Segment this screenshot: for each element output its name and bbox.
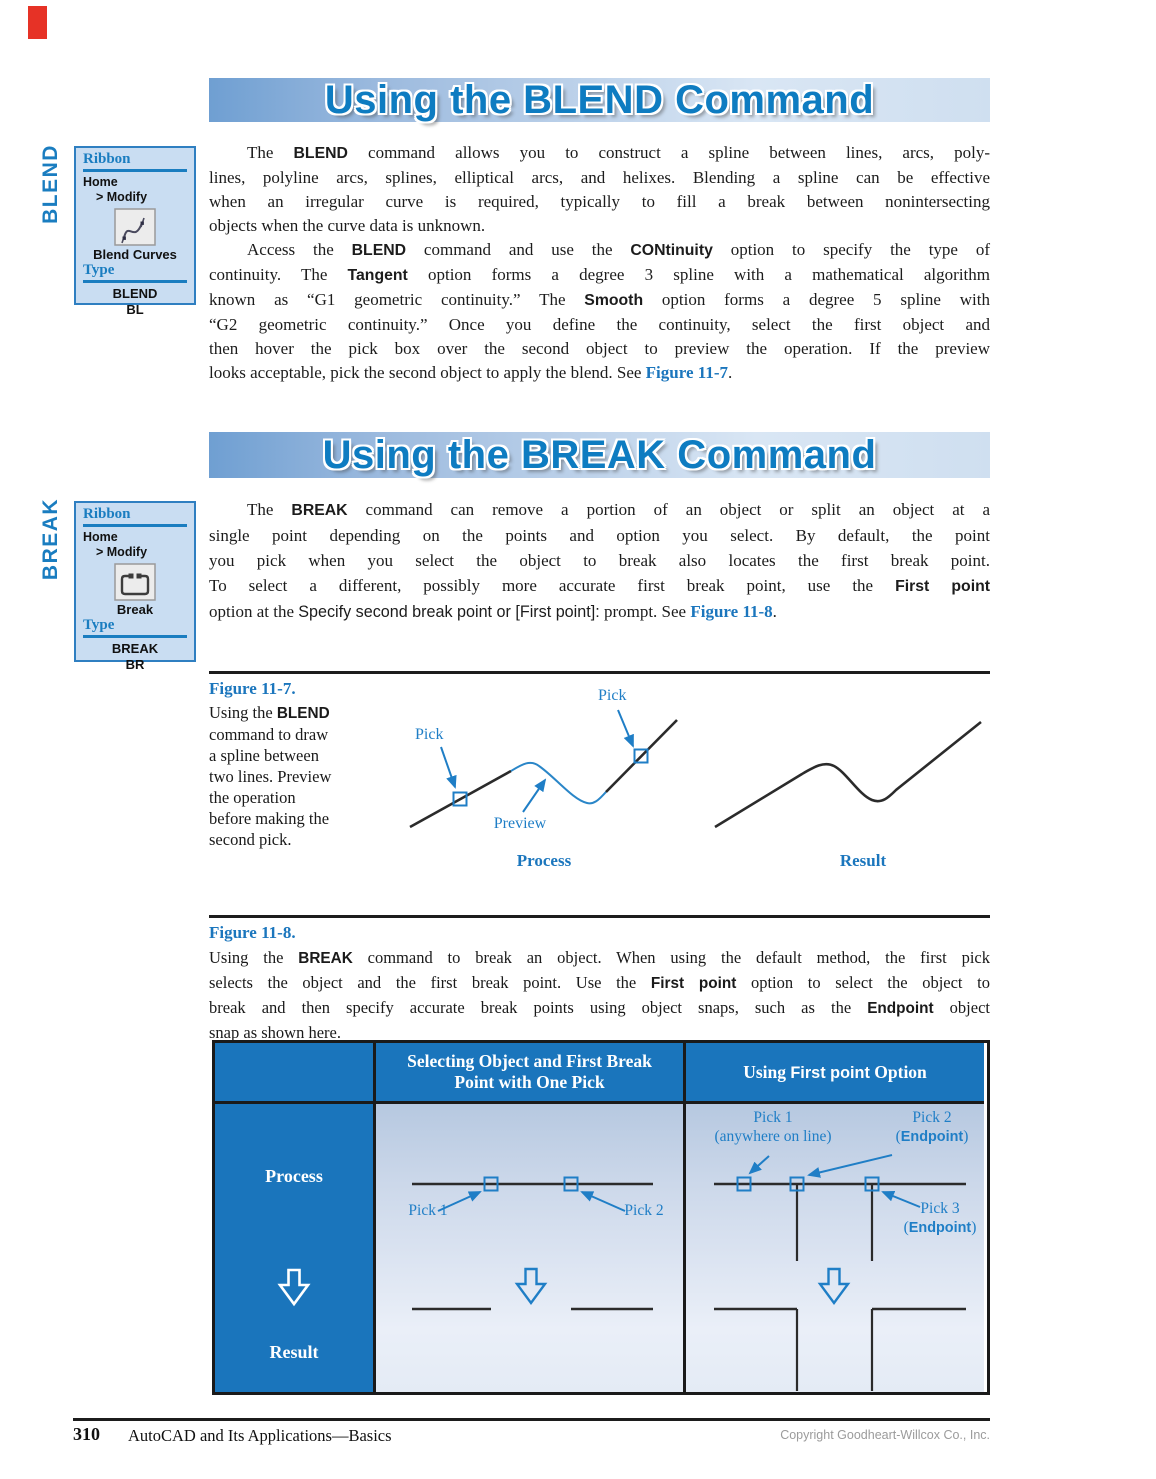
- type-heading: Type: [83, 617, 115, 633]
- table-body-row: [215, 1101, 987, 1392]
- table-header-row: [215, 1043, 987, 1101]
- blend-curves-icon: [114, 208, 156, 246]
- pick3-label-block: [888, 1199, 992, 1238]
- blend-body-text: [209, 141, 990, 385]
- figure7-diagram: [395, 675, 995, 885]
- figure8-table: [212, 1040, 990, 1395]
- table-header-one-pick-text: Selecting Object and First Break Point with One Pick: [407, 1051, 652, 1092]
- ribbon-tab-home: Home: [83, 175, 118, 189]
- command-name: BLEND: [112, 286, 158, 301]
- type-heading: Type: [83, 262, 115, 278]
- footer-rule: [73, 1418, 990, 1421]
- pick1-arrow: [750, 1156, 769, 1173]
- result-label: Result: [839, 851, 887, 870]
- pick-label-2: Pick: [598, 687, 627, 704]
- blend-paragraph-2: Access the BLEND command and use the CONtinuity option to specify the type of continuity. The Tangent option forms a degree 3 spline with a mathematical algorithm known as “G1 geometric continuity.” The Smooth option forms a degree 5 spline with “G2 geometric continuity.” Once you define the continuity, select the first object and then hover the pick box over the second object to preview the operation. If the preview looks acceptable, pick the second object to apply the blend. See Figure 11-7.: [209, 240, 990, 382]
- pick2-arrow: [809, 1155, 892, 1175]
- book-title: AutoCAD and Its Applications—Basics: [128, 1426, 392, 1445]
- pick1-label: Pick 1: [753, 1109, 793, 1126]
- blend-margin-tab: BLEND: [39, 144, 62, 224]
- divider: [83, 635, 187, 638]
- table-label-column: [215, 1101, 373, 1392]
- pick3-sublabel: (Endpoint): [903, 1219, 977, 1236]
- command-name: BREAK: [111, 641, 159, 656]
- command-alias: BR: [125, 657, 145, 672]
- break-margin-tab: BREAK: [39, 497, 62, 581]
- copyright-notice: Copyright Goodheart-Willcox Co., Inc.: [780, 1428, 990, 1442]
- process-row-label: Process: [265, 1166, 323, 1186]
- pick2-label-block: [876, 1108, 988, 1147]
- break-ribbon-access-box: [74, 501, 196, 672]
- divider: [83, 524, 187, 527]
- table-header-one-pick: [373, 1043, 683, 1101]
- first-point-diagram: [686, 1104, 987, 1395]
- ribbon-heading: Ribbon: [83, 506, 131, 522]
- table-header-blank: [215, 1043, 373, 1101]
- pick3-label: Pick 3: [920, 1200, 960, 1217]
- pick-label-1: Pick: [415, 726, 444, 743]
- process-line-2: [606, 720, 677, 792]
- down-arrow-icon: [820, 1269, 848, 1303]
- break-icon: [114, 563, 156, 601]
- pick2-arrow: [618, 710, 633, 746]
- preview-label: Preview: [493, 815, 547, 832]
- ribbon-heading: Ribbon: [83, 151, 131, 167]
- pick2-label: Pick 2: [624, 1202, 664, 1219]
- table-header-first-point: [683, 1043, 984, 1101]
- result-row-label: Result: [269, 1342, 319, 1362]
- red-marker: [28, 6, 47, 39]
- preview-arrow: [523, 780, 545, 812]
- break-section-title: Using the BREAK Command: [322, 432, 877, 477]
- pick1-label-block: [698, 1108, 848, 1146]
- first-point-diagram-cell: [683, 1101, 984, 1392]
- result-curve: [715, 722, 981, 827]
- break-body-text: [209, 497, 990, 625]
- pick2-sublabel: (Endpoint): [895, 1128, 969, 1145]
- blend-section-title: Using the BLEND Command: [324, 77, 875, 122]
- figure8-title: Figure 11-8.: [209, 923, 296, 942]
- one-pick-diagram: [376, 1104, 686, 1395]
- blend-section-banner: [209, 78, 990, 122]
- ribbon-panel-modify: > Modify: [96, 190, 148, 204]
- break-paragraph-1: The BREAK command can remove a portion of an object or split an object at a single point depending on the points and option you select. By default, the point you pick when you select the object to break also locates the first break point. To select a different, possibly more accurate first break point, use the First point option at the Specify second break point or [First point]: prompt. See Figure 11-8.: [209, 500, 991, 621]
- break-section-banner: [209, 432, 990, 478]
- down-arrow-icon: [280, 1270, 308, 1304]
- figure8-rule: [209, 915, 990, 918]
- blend-paragraph-1: The BLEND command allows you to construct a spline between lines, arcs, poly- lines, polyline arcs, splines, elliptical arcs, and helixes. Blending a spline can be effective when an irregular curve is required, typically to fill a break between nonintersecting objects when the curve data is unknown.: [209, 143, 990, 235]
- tool-button-label: Blend Curves: [93, 247, 177, 262]
- page-number: 310: [73, 1424, 100, 1444]
- table-header-first-point-text: Using First point Option: [743, 1061, 927, 1082]
- figure7-title: Figure 11-7.: [209, 679, 296, 698]
- figure8-caption: Using the BREAK command to break an object. When using the default method, the first pick selects the object and the first break point. Use the First point option to select the object to break and then specify accurate break points using object snaps, such as the Endpoint object snap as shown here.: [209, 948, 990, 1042]
- tool-button-label: Break: [116, 602, 154, 617]
- pick2-label: Pick 2: [912, 1109, 952, 1126]
- ribbon-tab-home: Home: [83, 530, 118, 544]
- pick1-arrow: [441, 747, 455, 787]
- pick1-label: Pick 1: [408, 1202, 448, 1219]
- figure7-caption: Using the BLEND command to draw a spline between two lines. Preview the operation before making the second pick.: [209, 703, 332, 849]
- blend-ribbon-access-box: [74, 146, 196, 317]
- down-arrow-icon: [517, 1269, 545, 1303]
- figure7-rule: [209, 671, 990, 674]
- one-pick-diagram-cell: [373, 1101, 683, 1392]
- process-label: Process: [516, 851, 572, 870]
- ribbon-panel-modify: > Modify: [96, 545, 148, 559]
- preview-spline: [511, 763, 606, 804]
- divider: [83, 280, 187, 283]
- divider: [83, 169, 187, 172]
- command-alias: BL: [126, 302, 144, 317]
- pick1-sublabel: (anywhere on line): [714, 1128, 832, 1145]
